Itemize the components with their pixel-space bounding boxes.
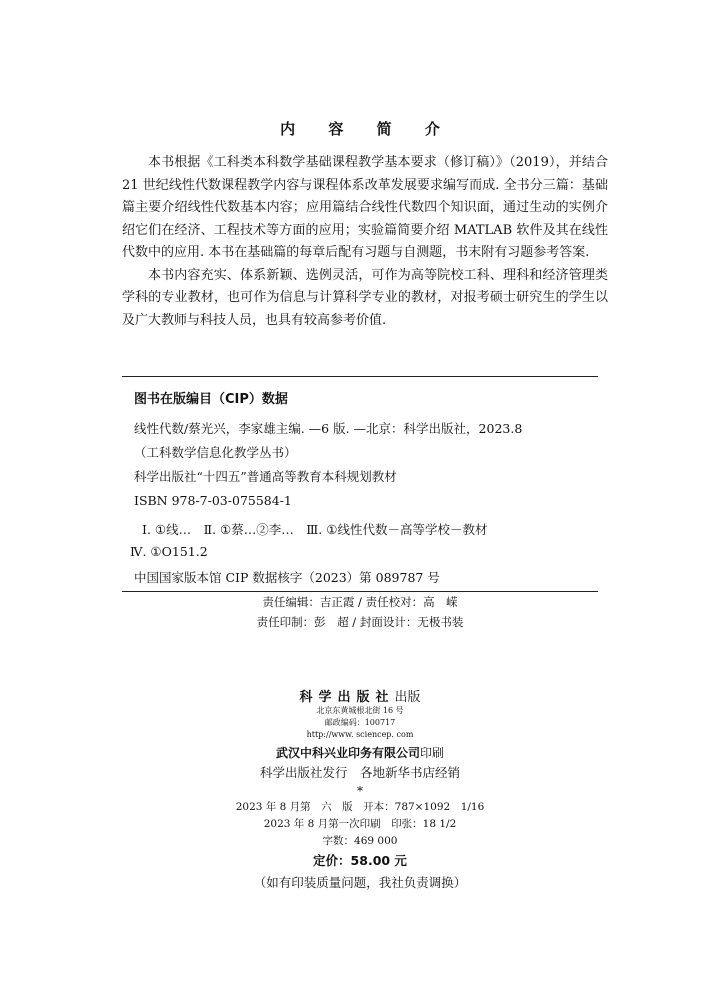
cip-line-title: 线性代数/蔡光兴，李家雄主编. —6 版. —北京：科学出版社，2023.8 <box>134 421 523 436</box>
staff-line-printing: 责任印制：彭 超 / 封面设计：无极书装 <box>256 615 464 629</box>
cip-line-isbn: ISBN 978-7-03-075584-1 <box>134 493 292 508</box>
printer-name: 武汉中科兴业印务有限公司 <box>275 746 420 760</box>
staff-credits <box>0 592 720 632</box>
cip-line-plan: 科学出版社“十四五”普通高等教育本科规划教材 <box>134 469 397 484</box>
cip-header: 图书在版编目（CIP）数据 <box>134 392 288 407</box>
quality-notice: （如有印装质量问题，我社负责调换） <box>253 875 467 890</box>
price: 定价：58.00 元 <box>313 853 407 868</box>
imprint-block <box>0 686 720 894</box>
cip-record-number: 中国国家版本馆 CIP 数据核字（2023）第 089787 号 <box>134 570 440 585</box>
edition-line-2: 2023 年 8 月第一次印刷 印张：18 1/2 <box>263 818 457 830</box>
publisher-postcode: 邮政编码：100717 <box>324 718 396 727</box>
publisher-name: 科学出版社 <box>299 690 395 705</box>
cip-top-rule <box>122 376 598 377</box>
publisher-line <box>0 686 720 705</box>
cip-classification-2: Ⅳ. ①O151.2 <box>130 544 208 559</box>
printer-line <box>0 744 720 761</box>
distribution-line: 科学出版社发行 各地新华书店经销 <box>259 765 460 780</box>
summary-section <box>122 152 608 332</box>
cip-classification-1: Ⅰ. ①线… Ⅱ. ①蔡…②李… Ⅲ. ①线性代数－高等学校－教材 <box>142 522 488 537</box>
cip-block <box>122 376 598 592</box>
publisher-suffix: 出版 <box>394 690 421 705</box>
summary-paragraph-1: 本书根据《工科类本科数学基础课程教学基本要求（修订稿）》（2019），并结合 21 世纪线性代数课程教学内容与课程体系改革发展要求编写而成. 全书分三篇：基础篇主要介绍线性代数基本内容；应用篇结合线性代数四个知识面，通过生动的实例介绍它们在经济、工程技术等方面的应用；实验篇简要介绍 MATLAB 软件及其在线性代数中的应用. 本书在基础篇的每章后配有习题与自测题，书末附有习题参考答案. <box>122 155 608 260</box>
page-title: 内 容 简 介 <box>280 120 454 138</box>
printer-suffix: 印刷 <box>420 746 445 760</box>
word-count: 字数：469 000 <box>322 835 398 847</box>
summary-paragraph-2: 本书内容充实、体系新颖、选例灵活，可作为高等院校工科、理科和经济管理类学科的专业教材，也可作为信息与计算科学专业的教材，对报考硕士研究生的学生以及广大教师与科技人员，也具有较高参考价值. <box>122 267 608 328</box>
edition-line-1: 2023 年 8 月第 六 版 开本：787×1092 1/16 <box>235 801 485 813</box>
separator-star: * <box>357 784 363 798</box>
publisher-address: 北京东黄城根北街 16 号 <box>316 706 404 715</box>
staff-line-editor: 责任编辑：吉正霞 / 责任校对：高 嵘 <box>262 595 458 609</box>
cip-line-series: （工科数学信息化教学丛书） <box>134 445 297 460</box>
publisher-website: http://www. sciencep. com <box>306 730 414 739</box>
